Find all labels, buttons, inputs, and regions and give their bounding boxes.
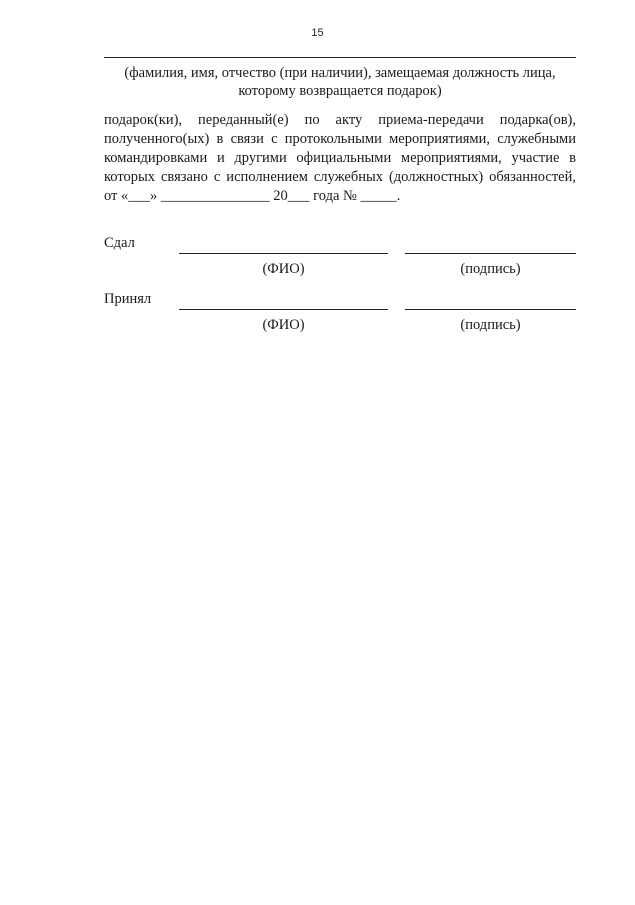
caption-line-1: (фамилия, имя, отчество (при наличии), замещаемая должность лица, [124,65,556,81]
signature-role-label: Принял [104,291,152,307]
fio-caption: (ФИО) [262,317,305,333]
fio-underline [179,309,388,310]
signature-underline [405,253,576,254]
signature-caption: (подпись) [460,317,521,333]
body-line-4: которых связано с исполнением служебных (должностных) обязанностей, [104,169,576,185]
page-number: 15 [311,27,324,39]
fio-caption: (ФИО) [262,261,305,277]
fio-underline [179,253,388,254]
recipient-name-line [104,57,576,58]
body-line-2: полученного(ых) в связи с протокольными мероприятиями, служебными [104,131,576,147]
body-line-5: от «___» _______________ 20___ года № _____. [104,188,401,204]
signature-underline [405,309,576,310]
body-paragraph [104,111,576,206]
body-line-3: командировками и другими официальными мероприятиями, участие в [104,150,576,166]
signature-block-received [104,291,576,341]
signature-role-label: Сдал [104,235,135,251]
caption-line-2: которому возвращается подарок) [238,83,442,99]
signature-block-handed-over [104,235,576,285]
recipient-caption [104,64,576,100]
signature-caption: (подпись) [460,261,521,277]
body-line-1: подарок(ки), переданный(е) по акту приема-передачи подарка(ов), [104,112,576,128]
